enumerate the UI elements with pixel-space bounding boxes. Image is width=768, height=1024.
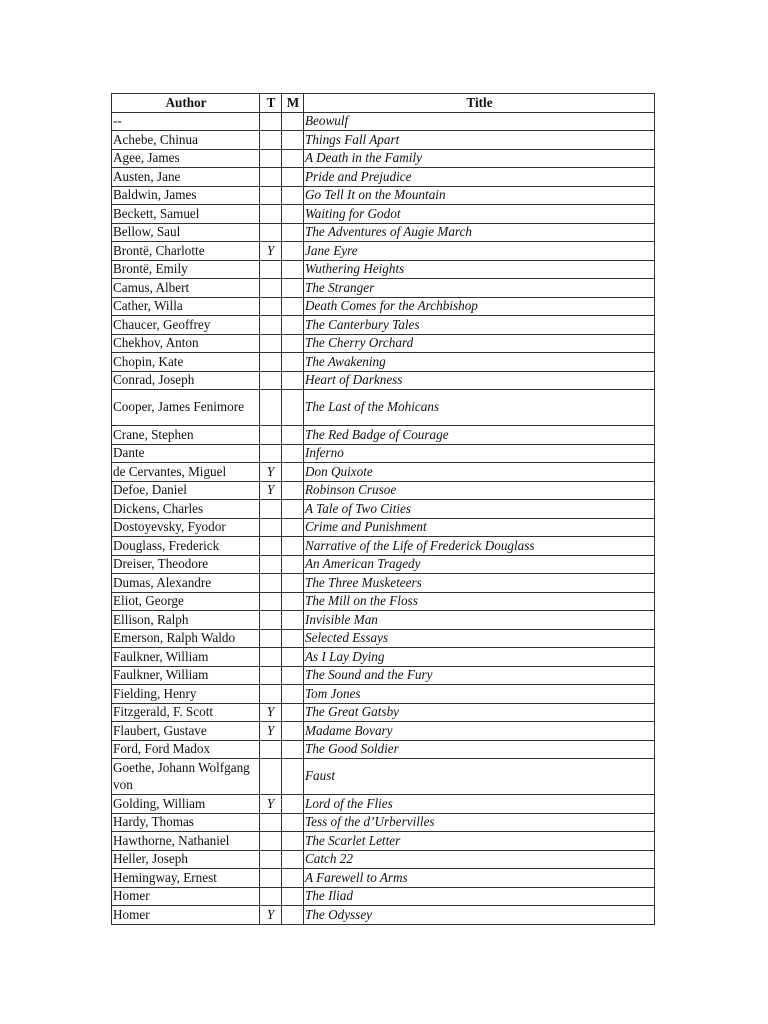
author-cell: Brontë, Emily — [112, 260, 260, 279]
author-cell: Flaubert, Gustave — [112, 722, 260, 741]
title-cell: The Awakening — [304, 353, 655, 372]
table-row — [112, 537, 655, 556]
table-row — [112, 574, 655, 593]
table-row — [112, 112, 655, 131]
table-row — [112, 611, 655, 630]
m-cell — [282, 131, 304, 150]
author-cell: Camus, Albert — [112, 279, 260, 298]
table-row — [112, 759, 655, 795]
table-row — [112, 426, 655, 445]
title-cell: The Odyssey — [304, 906, 655, 925]
m-cell — [282, 444, 304, 463]
title-cell: The Red Badge of Courage — [304, 426, 655, 445]
title-cell: Beowulf — [304, 112, 655, 131]
m-cell — [282, 371, 304, 390]
author-cell: Emerson, Ralph Waldo — [112, 629, 260, 648]
t-cell — [260, 887, 282, 906]
m-cell — [282, 112, 304, 131]
author-cell: -- — [112, 112, 260, 131]
author-cell: Chopin, Kate — [112, 353, 260, 372]
t-cell — [260, 131, 282, 150]
author-cell: Golding, William — [112, 795, 260, 814]
table-row — [112, 463, 655, 482]
m-cell — [282, 685, 304, 704]
title-cell: Catch 22 — [304, 850, 655, 869]
table-row — [112, 223, 655, 242]
title-cell: Madame Bovary — [304, 722, 655, 741]
m-cell — [282, 592, 304, 611]
m-cell — [282, 242, 304, 261]
author-cell: Beckett, Samuel — [112, 205, 260, 224]
title-cell: A Tale of Two Cities — [304, 500, 655, 519]
title-cell: Wuthering Heights — [304, 260, 655, 279]
m-cell — [282, 353, 304, 372]
t-cell — [260, 629, 282, 648]
t-cell — [260, 353, 282, 372]
table-row — [112, 334, 655, 353]
title-cell: Invisible Man — [304, 611, 655, 630]
m-cell — [282, 316, 304, 335]
t-cell — [260, 869, 282, 888]
m-column-header: M — [282, 94, 304, 113]
title-cell: Robinson Crusoe — [304, 481, 655, 500]
table-row — [112, 666, 655, 685]
author-cell: Achebe, Chinua — [112, 131, 260, 150]
m-cell — [282, 759, 304, 795]
title-cell: Tess of the d’Urbervilles — [304, 813, 655, 832]
title-cell: Inferno — [304, 444, 655, 463]
m-cell — [282, 629, 304, 648]
title-cell: Heart of Darkness — [304, 371, 655, 390]
m-cell — [282, 390, 304, 426]
author-cell: Eliot, George — [112, 592, 260, 611]
author-cell: Fitzgerald, F. Scott — [112, 703, 260, 722]
t-cell: Y — [260, 722, 282, 741]
author-cell: Defoe, Daniel — [112, 481, 260, 500]
table-row — [112, 186, 655, 205]
m-cell — [282, 334, 304, 353]
title-column-header: Title — [304, 94, 655, 113]
author-cell: Bellow, Saul — [112, 223, 260, 242]
m-cell — [282, 518, 304, 537]
author-cell: Douglass, Frederick — [112, 537, 260, 556]
t-column-header: T — [260, 94, 282, 113]
title-cell: Tom Jones — [304, 685, 655, 704]
m-cell — [282, 537, 304, 556]
author-cell: Faulkner, William — [112, 648, 260, 667]
title-cell: The Sound and the Fury — [304, 666, 655, 685]
table-row — [112, 722, 655, 741]
title-cell: The Canterbury Tales — [304, 316, 655, 335]
m-cell — [282, 869, 304, 888]
t-cell — [260, 426, 282, 445]
table-row — [112, 279, 655, 298]
m-cell — [282, 813, 304, 832]
author-cell: Faulkner, William — [112, 666, 260, 685]
table-row — [112, 740, 655, 759]
t-cell — [260, 832, 282, 851]
title-cell: A Death in the Family — [304, 149, 655, 168]
t-cell — [260, 518, 282, 537]
title-cell: As I Lay Dying — [304, 648, 655, 667]
author-cell: Ellison, Ralph — [112, 611, 260, 630]
t-cell — [260, 592, 282, 611]
author-cell: Goethe, Johann Wolfgang von — [112, 759, 260, 795]
t-cell — [260, 260, 282, 279]
t-cell — [260, 555, 282, 574]
table-row — [112, 444, 655, 463]
author-cell: Ford, Ford Madox — [112, 740, 260, 759]
author-cell: de Cervantes, Miguel — [112, 463, 260, 482]
m-cell — [282, 611, 304, 630]
t-cell: Y — [260, 481, 282, 500]
title-cell: The Stranger — [304, 279, 655, 298]
author-cell: Agee, James — [112, 149, 260, 168]
t-cell: Y — [260, 703, 282, 722]
t-cell — [260, 205, 282, 224]
m-cell — [282, 887, 304, 906]
t-cell — [260, 444, 282, 463]
table-row — [112, 887, 655, 906]
table-row — [112, 795, 655, 814]
table-row — [112, 685, 655, 704]
t-cell — [260, 279, 282, 298]
t-cell: Y — [260, 795, 282, 814]
t-cell — [260, 316, 282, 335]
m-cell — [282, 223, 304, 242]
table-row — [112, 813, 655, 832]
author-cell: Brontë, Charlotte — [112, 242, 260, 261]
m-cell — [282, 463, 304, 482]
title-cell: Faust — [304, 759, 655, 795]
t-cell: Y — [260, 242, 282, 261]
author-cell: Hardy, Thomas — [112, 813, 260, 832]
m-cell — [282, 297, 304, 316]
table-row — [112, 242, 655, 261]
table-row — [112, 168, 655, 187]
t-cell — [260, 149, 282, 168]
author-cell: Fielding, Henry — [112, 685, 260, 704]
t-cell — [260, 685, 282, 704]
author-cell: Baldwin, James — [112, 186, 260, 205]
title-cell: Crime and Punishment — [304, 518, 655, 537]
author-cell: Dumas, Alexandre — [112, 574, 260, 593]
t-cell — [260, 666, 282, 685]
t-cell — [260, 371, 282, 390]
t-cell: Y — [260, 463, 282, 482]
author-cell: Chekhov, Anton — [112, 334, 260, 353]
m-cell — [282, 279, 304, 298]
table-row — [112, 353, 655, 372]
table-row — [112, 592, 655, 611]
title-cell: Things Fall Apart — [304, 131, 655, 150]
title-cell: Go Tell It on the Mountain — [304, 186, 655, 205]
m-cell — [282, 500, 304, 519]
t-cell — [260, 297, 282, 316]
table-row — [112, 869, 655, 888]
title-cell: Pride and Prejudice — [304, 168, 655, 187]
author-cell: Conrad, Joseph — [112, 371, 260, 390]
t-cell — [260, 740, 282, 759]
m-cell — [282, 574, 304, 593]
t-cell — [260, 168, 282, 187]
t-cell — [260, 223, 282, 242]
table-row — [112, 629, 655, 648]
title-cell: The Iliad — [304, 887, 655, 906]
table-row — [112, 371, 655, 390]
t-cell — [260, 186, 282, 205]
m-cell — [282, 426, 304, 445]
author-cell: Austen, Jane — [112, 168, 260, 187]
t-cell — [260, 390, 282, 426]
table-row — [112, 648, 655, 667]
title-cell: The Adventures of Augie March — [304, 223, 655, 242]
title-cell: The Cherry Orchard — [304, 334, 655, 353]
m-cell — [282, 740, 304, 759]
m-cell — [282, 205, 304, 224]
table-row — [112, 850, 655, 869]
table-row — [112, 131, 655, 150]
title-cell: The Three Musketeers — [304, 574, 655, 593]
title-cell: The Last of the Mohicans — [304, 390, 655, 426]
t-cell — [260, 537, 282, 556]
t-cell — [260, 850, 282, 869]
table-row — [112, 500, 655, 519]
table-row — [112, 316, 655, 335]
t-cell — [260, 813, 282, 832]
title-cell: Lord of the Flies — [304, 795, 655, 814]
title-cell: Death Comes for the Archbishop — [304, 297, 655, 316]
book-list-table — [111, 93, 655, 925]
m-cell — [282, 149, 304, 168]
author-cell: Homer — [112, 887, 260, 906]
table-row — [112, 149, 655, 168]
m-cell — [282, 722, 304, 741]
author-cell: Cather, Willa — [112, 297, 260, 316]
author-cell: Chaucer, Geoffrey — [112, 316, 260, 335]
t-cell — [260, 334, 282, 353]
m-cell — [282, 186, 304, 205]
t-cell — [260, 611, 282, 630]
m-cell — [282, 168, 304, 187]
title-cell: Jane Eyre — [304, 242, 655, 261]
m-cell — [282, 795, 304, 814]
m-cell — [282, 555, 304, 574]
title-cell: Narrative of the Life of Frederick Douglass — [304, 537, 655, 556]
m-cell — [282, 666, 304, 685]
author-cell: Hawthorne, Nathaniel — [112, 832, 260, 851]
table-row — [112, 518, 655, 537]
m-cell — [282, 481, 304, 500]
author-cell: Homer — [112, 906, 260, 925]
m-cell — [282, 648, 304, 667]
author-cell: Dreiser, Theodore — [112, 555, 260, 574]
author-cell: Heller, Joseph — [112, 850, 260, 869]
table-row — [112, 906, 655, 925]
header-row — [112, 94, 655, 113]
t-cell — [260, 112, 282, 131]
author-cell: Dostoyevsky, Fyodor — [112, 518, 260, 537]
t-cell — [260, 759, 282, 795]
m-cell — [282, 260, 304, 279]
table-row — [112, 481, 655, 500]
table-row — [112, 260, 655, 279]
author-cell: Dante — [112, 444, 260, 463]
title-cell: The Good Soldier — [304, 740, 655, 759]
t-cell — [260, 574, 282, 593]
m-cell — [282, 906, 304, 925]
table-body — [112, 112, 655, 924]
t-cell: Y — [260, 906, 282, 925]
m-cell — [282, 850, 304, 869]
title-cell: Don Quixote — [304, 463, 655, 482]
author-cell: Cooper, James Fenimore — [112, 390, 260, 426]
title-cell: Waiting for Godot — [304, 205, 655, 224]
table-row — [112, 205, 655, 224]
author-cell: Hemingway, Ernest — [112, 869, 260, 888]
m-cell — [282, 832, 304, 851]
table-row — [112, 555, 655, 574]
t-cell — [260, 500, 282, 519]
author-cell: Dickens, Charles — [112, 500, 260, 519]
title-cell: An American Tragedy — [304, 555, 655, 574]
table-row — [112, 832, 655, 851]
author-cell: Crane, Stephen — [112, 426, 260, 445]
title-cell: Selected Essays — [304, 629, 655, 648]
title-cell: The Scarlet Letter — [304, 832, 655, 851]
title-cell: The Mill on the Floss — [304, 592, 655, 611]
t-cell — [260, 648, 282, 667]
m-cell — [282, 703, 304, 722]
table-row — [112, 703, 655, 722]
title-cell: The Great Gatsby — [304, 703, 655, 722]
table-row — [112, 297, 655, 316]
title-cell: A Farewell to Arms — [304, 869, 655, 888]
author-column-header: Author — [112, 94, 260, 113]
table-row — [112, 390, 655, 426]
